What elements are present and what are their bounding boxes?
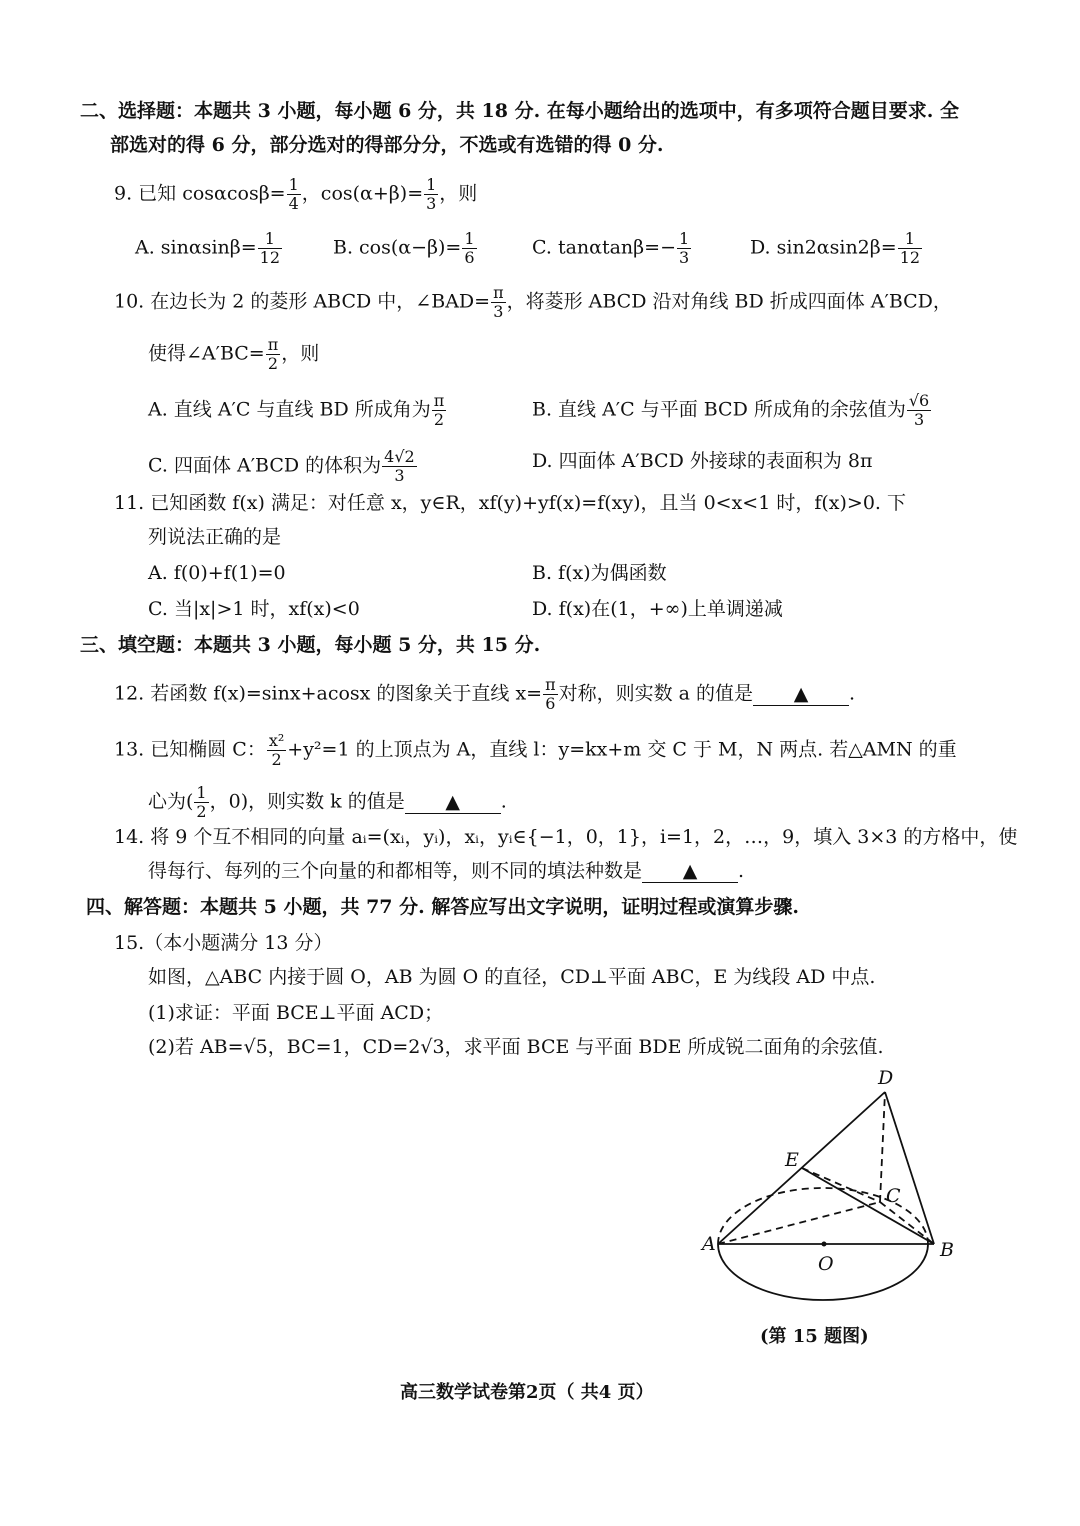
q13-stem: 13. 已知椭圆 C： $\frac{\text{x²}}{2}$ +y²=1 的上顶点为 A，直线 l：y=kx+m 交 C 于 M，N 两点. 若△AMN 的重 [114, 731, 957, 769]
q14-stem-line2: 得每行、每列的三个向量的和都相等，则不同的填法种数是 ▲ . [148, 860, 745, 882]
figure-caption: (第 15 题图) [760, 1326, 869, 1347]
segment-eb [802, 1168, 934, 1244]
q15-part1: (1)求证：平面 BCE⊥平面 ACD； [148, 1002, 444, 1024]
label-d: D [878, 1067, 894, 1089]
q12-stem: 12. 若函数 f(x)=sinx+acosx 的图象关于直线 x= $\frac{\pi}{6}$ 对称，则实数 a 的值是 ▲ . [114, 675, 856, 713]
label-b: B [940, 1239, 954, 1261]
q13-answer-blank: ▲ [405, 791, 501, 814]
label-a: A [702, 1233, 716, 1255]
section2-title: 二、选择题：本题共 3 小题，每小题 6 分，共 18 分. 在每小题给出的选项中，有多项符合题目要求. 全 [80, 100, 960, 122]
q14-stem: 14. 将 9 个互不相同的向量 aᵢ=(xᵢ，yᵢ)，xᵢ，yᵢ∈{−1，0，1}，i=1，2，…，9，填入 3×3 的方格中，使 [114, 826, 1018, 848]
q11-option-b: B. f(x)为偶函数 [532, 562, 667, 584]
q11-stem-line2: 列说法正确的是 [148, 526, 282, 548]
section2-title-cont: 部选对的得 6 分，部分选对的得部分分，不选或有选错的得 0 分. [110, 134, 664, 156]
center-point [822, 1242, 827, 1247]
segment-cb [880, 1202, 934, 1244]
q14-answer-blank: ▲ [642, 860, 738, 883]
segment-cd [880, 1092, 885, 1202]
q15-head: 15.（本小题满分 13 分） [114, 932, 333, 954]
q10-stem-line2: 使得∠A′BC= $\frac{\pi}{2}$ ，则 [148, 335, 320, 373]
q10-stem: 10. 在边长为 2 的菱形 ABCD 中，∠BAD= $\frac{\pi}{3}$ ，将菱形 ABCD 沿对角线 BD 折成四面体 A′BCD， [114, 283, 952, 321]
q12-answer-blank: ▲ [753, 683, 849, 706]
q11-option-a: A. f(0)+f(1)=0 [148, 562, 286, 584]
q9-option-d: D. sin2αsin2β= $\frac{1}{12}$ [750, 229, 921, 267]
q15-figure [690, 1060, 980, 1360]
label-c: C [886, 1185, 901, 1207]
section4-title: 四、解答题：本题共 5 小题，共 77 分. 解答应写出文字说明，证明过程或演算步骤. [86, 896, 799, 918]
q15-stem: 如图，△ABC 内接于圆 O，AB 为圆 O 的直径，CD⊥平面 ABC，E 为线段 AD 中点. [148, 966, 876, 988]
q9-stem: 9. 已知 cosαcosβ= $\frac{1}{4}$ ，cos(α+β)= $\frac{1}{3}$ ，则 [114, 175, 478, 213]
q9-option-c: C. tanαtanβ=− $\frac{1}{3}$ [532, 229, 690, 267]
q13-stem-line2: 心为( $\frac{1}{2}$ ，0)，则实数 k 的值是 ▲ . [148, 783, 507, 821]
q10-option-c: C. 四面体 A′BCD 的体积为 $\frac{4√2}{3}$ [148, 447, 415, 485]
label-e: E [785, 1149, 799, 1171]
q10-option-a: A. 直线 A′C 与直线 BD 所成角为 $\frac{\pi}{2}$ [148, 391, 445, 429]
q9-option-b: B. cos(α−β)= $\frac{1}{6}$ [333, 229, 475, 267]
q11-option-d: D. f(x)在(1，+∞)上单调递减 [532, 598, 783, 620]
segment-ec [802, 1168, 880, 1202]
q9-option-a: A. sinαsinβ= $\frac{1}{12}$ [135, 229, 281, 267]
q10-option-b: B. 直线 A′C 与平面 BCD 所成角的余弦值为 $\frac{√6}{3}$ [532, 391, 930, 429]
segment-bd [885, 1092, 934, 1244]
section3-title: 三、填空题：本题共 3 小题，每小题 5 分，共 15 分. [80, 634, 541, 656]
q10-option-d: D. 四面体 A′BCD 外接球的表面积为 8π [532, 450, 873, 472]
q15-part2: (2)若 AB=√5，BC=1，CD=2√3，求平面 BCE 与平面 BDE 所成锐二面角的余弦值. [148, 1036, 884, 1058]
page-footer: 高三数学试卷第2页（ 共4 页） [400, 1382, 654, 1403]
q11-stem: 11. 已知函数 f(x) 满足：对任意 x，y∈R，xf(y)+yf(x)=f(xy)，且当 0<x<1 时，f(x)>0. 下 [114, 492, 906, 514]
label-o: O [818, 1253, 834, 1275]
segment-ad [718, 1092, 885, 1244]
q11-option-c: C. 当|x|>1 时，xf(x)<0 [148, 598, 360, 620]
